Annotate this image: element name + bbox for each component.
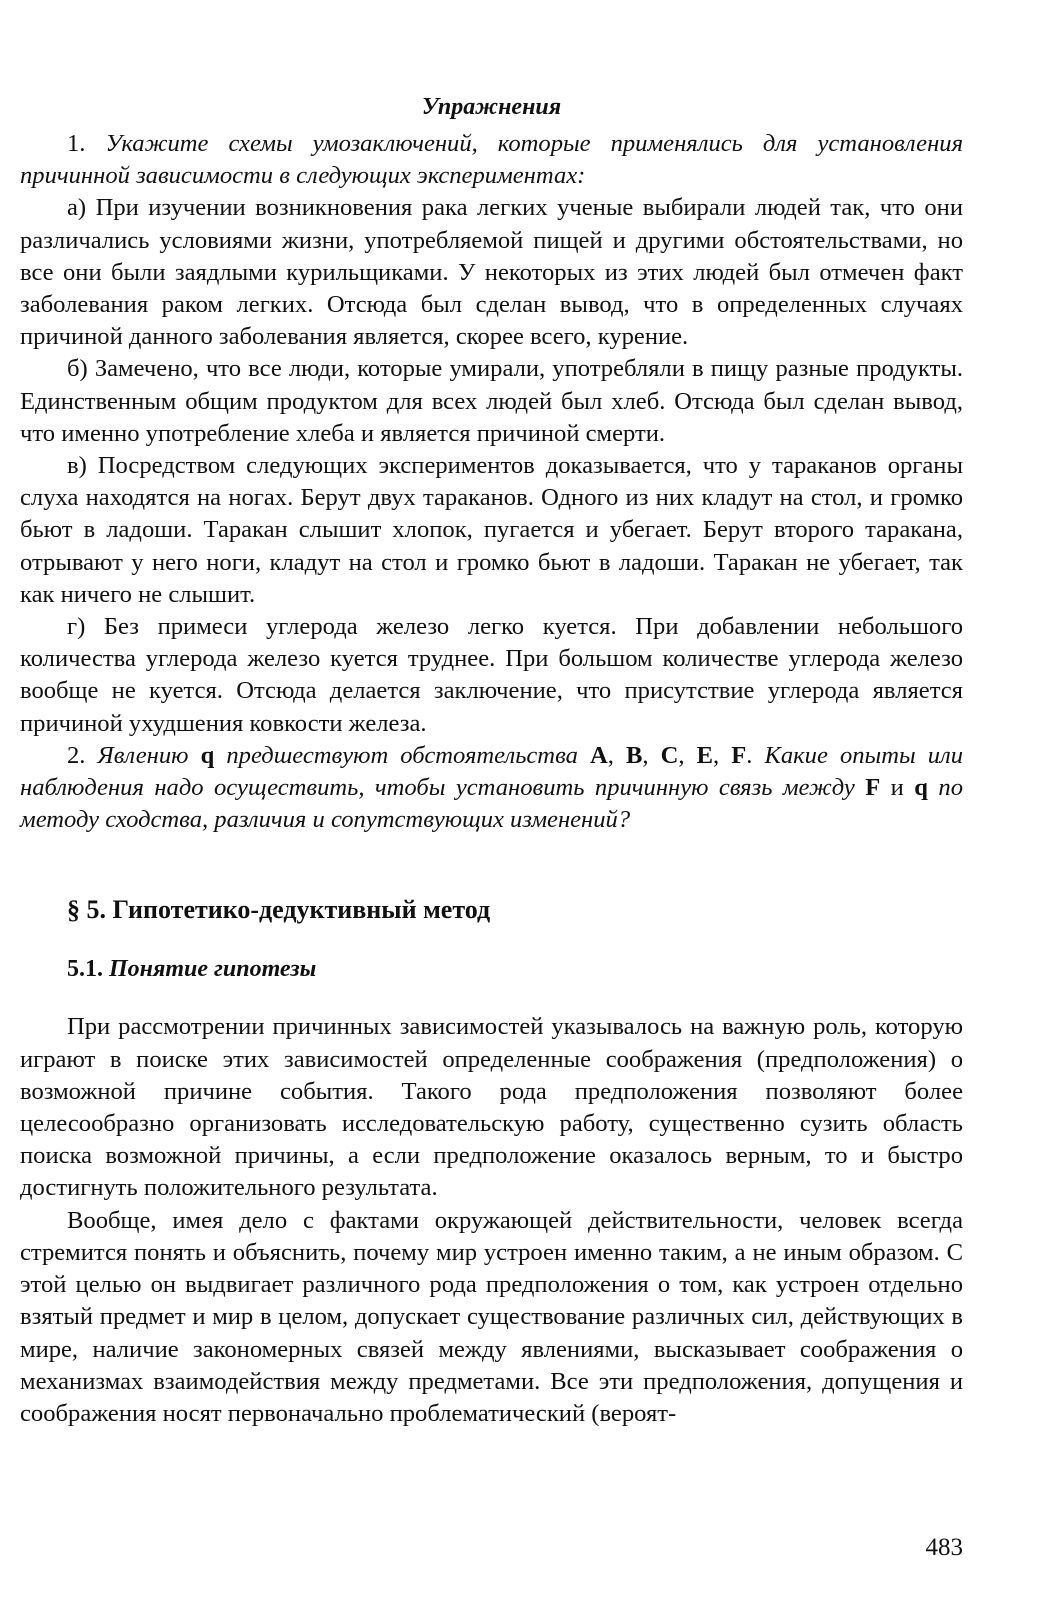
symbol-f-2: F — [865, 774, 881, 802]
symbol-q-2: q — [914, 774, 928, 802]
exercise-2-t1: Явлению — [97, 741, 189, 769]
exercise-1-number: 1. — [67, 130, 86, 157]
exercise-2: 2. Явлению q предшествуют обстоятельства A, B, C, E, F. Какие опыты или наблюдения надо осуществить, чтобы установить причинную связь между F и q по методу сходства, различия и сопутствующих изменений? — [20, 741, 964, 834]
section-title: § 5. Гипотетико-дедуктивный метод — [67, 895, 491, 925]
symbol-a: A — [589, 741, 608, 769]
exercise-2-t3: Какие опыты или наблюдения надо осуществить, чтобы установить причинную связь между — [20, 741, 964, 802]
symbol-e: E — [696, 741, 714, 769]
subsection-number: 5.1. — [67, 956, 103, 983]
symbol-b: B — [625, 741, 643, 769]
body-paragraph-2: Вообще, имея дело с фактами окружающей действительности, человек всегда стремится понять и объяснить, почему мир устроен именно таким, а не иным образом. С этой целью он выдвигает различного рода предположения о том, как устроен отдельно взятый предмет и мир в целом, допускает существование различных сил, действующих в мире, наличие закономерных связей между явлениями, высказывает соображения о механизмах взаимодействия между предметами. Все эти предположения, допущения и соображения носят первоначально проблематический (вероят- — [20, 1206, 963, 1427]
symbol-q: q — [200, 741, 215, 769]
page-number: 483 — [925, 1534, 963, 1561]
exercise-2-t4: по методу сходства, различия и сопутствующих изменений? — [20, 774, 963, 834]
exercise-1-item-c: в) Посредством следующих экспериментов доказывается, что у тараканов органы слуха находятся на ногах. Берут двух тараканов. Одного из них кладут на стол, и громко бьют в ладоши. Таракан слышит хлопок, пугается и убегает. Берут второго таракана, отрывают у него ноги, кладут на стол и громко бьют в ладоши. Таракан не убегает, так как ничего не слышит. — [20, 452, 963, 608]
exercise-1-text: Укажите схемы умозаключений, которые применялись для установления причинной зависимости в следующих экспериментах: — [20, 130, 963, 190]
exercise-1-item-a: а) При изучении возникновения рака легких ученые выбирали людей так, что они различались условиями жизни, употребляемой пищей и другими обстоятельствами, но все они были заядлыми курильщиками. У некоторых из этих людей был отмечен факт заболевания раком легких. Отсюда был сделан вывод, что в определенных случаях причиной данного заболевания является, скорее всего, курение. — [20, 194, 963, 351]
exercise-2-t2: предшествуют обстоятельства — [226, 741, 578, 769]
subsection-title-text: Понятие гипотезы — [109, 956, 317, 983]
symbol-f: F — [731, 741, 747, 769]
symbol-c: C — [660, 741, 679, 769]
subsection-title — [20, 952, 963, 986]
exercise-1-item-b: б) Замечено, что все люди, которые умирали, употребляли в пищу разные продукты. Единственным общим продуктом для всех людей был хлеб. Отсюда был сделан вывод, что именно употребление хлеба и является причиной смерти. — [20, 355, 963, 447]
exercise-1-item-d: г) Без примеси углерода железо легко куется. При добавлении небольшого количества углерода железо куется труднее. При большом количестве углерода железо вообще не куется. Отсюда делается заключение, что присутствие углерода является причиной ухудшения ковкости железа. — [20, 613, 963, 737]
exercise-1-prompt — [20, 128, 963, 192]
body-paragraph-1: При рассмотрении причинных зависимостей указывалось на важную роль, которую играют в поиске этих зависимостей определенные соображения (предположения) о возможной причине события. Такого рода предположения позволяют более целесообразно организовать исследовательскую работу, существенно сузить область поиска возможной причины, а если предположение оказалось верным, то и быстро достигнуть положительного результата. — [20, 1013, 963, 1202]
exercise-2-and: и — [890, 774, 904, 802]
page-content — [20, 90, 963, 1430]
exercise-2-number: 2. — [67, 741, 86, 769]
exercises-heading: Упражнения — [421, 94, 562, 120]
